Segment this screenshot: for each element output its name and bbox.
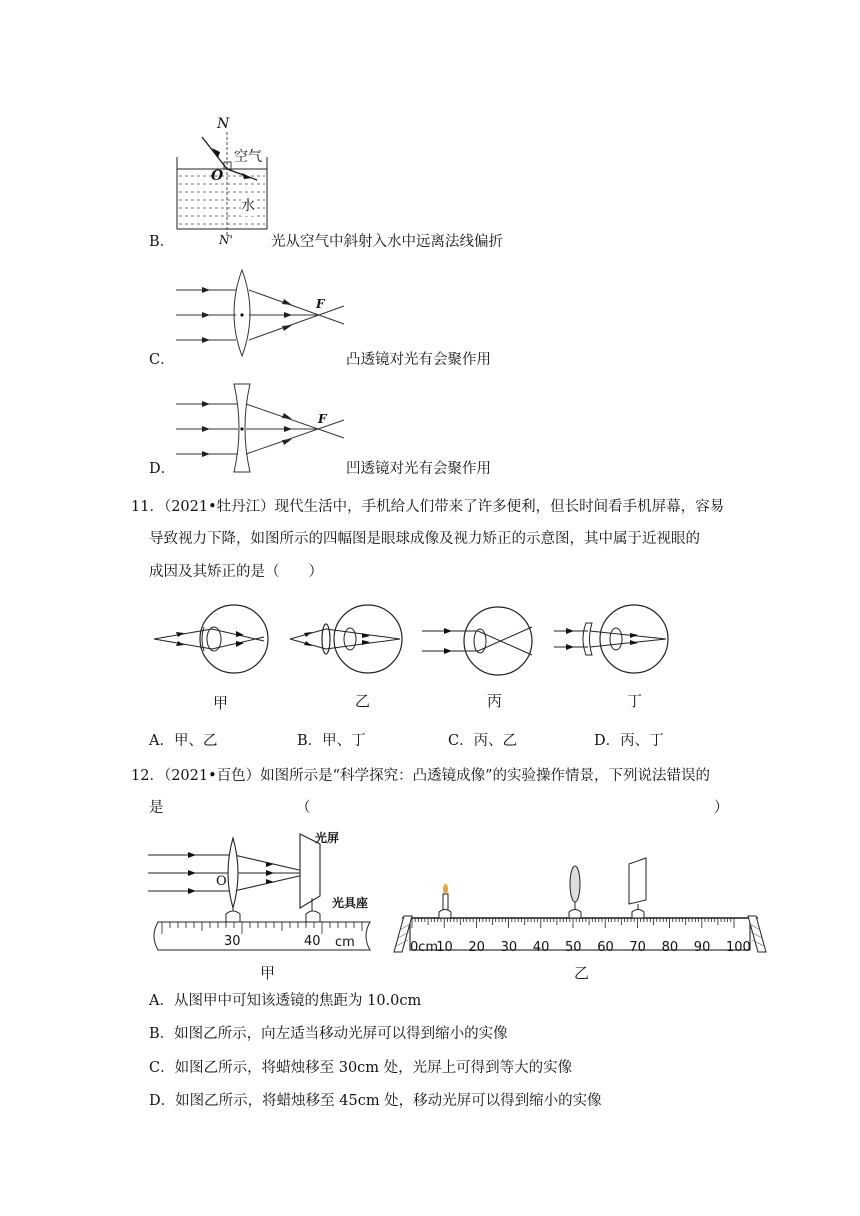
q12-paren-open: （ [296,800,311,816]
option-text: 丙、乙 [473,733,518,749]
bench-tick-label: 70 [629,940,646,955]
bench-tick-label: 90 [693,940,711,955]
bench-tick-label: 20 [468,940,485,955]
focus-label-c: F [316,297,325,311]
option-c-letter: C． [149,352,175,368]
q11-stem-line3: 成因及其矫正的是（ ） [149,564,323,580]
q11-option-b[interactable] [297,731,366,751]
q11-option-a[interactable] [149,731,217,751]
normal-label-n: N [217,116,230,132]
normal-label-n-prime: N' [219,233,233,247]
option-text: 如图乙所示，将蜡烛移至 45cm 处，移动光屏可以得到缩小的实像 [175,1093,602,1109]
eye-caption-ding: 丁 [627,692,643,710]
bench-tick-label: 50 [565,940,582,955]
option-text: 丙、丁 [620,733,664,749]
option-text: 从图甲中可知该透镜的焦距为 10.0cm [173,993,422,1009]
option-letter: D． [594,733,621,749]
bench-tick-label: 80 [661,940,679,955]
bench-tick-label: 30 [500,940,518,955]
bench-tick-label: 100 [726,940,751,955]
option-b-letter: B． [149,234,175,250]
q12-stem-line1: 12．（2021•百色）如图所示是“科学探究：凸透镜成像”的实验操作情景，下列说法错误的 [131,768,710,784]
eye-diagram-jia [152,601,272,681]
eye-diagram-ding [552,601,672,681]
q12-option-c[interactable] [149,1058,572,1078]
bench-tick-labels [412,940,752,956]
option-letter: C． [149,1060,175,1076]
option-letter: D． [149,1093,176,1109]
q11-option-c[interactable] [448,731,517,751]
q11-stem-line1: 11．（2021•牡丹江）现代生活中，手机给人们带来了许多便利，但长时间看手机屏幕，容易 [131,499,725,515]
ruler-tick-40: 40 [304,934,321,949]
ruler-unit: cm [335,935,355,950]
lens-center-label: O [216,874,227,889]
q12-option-a[interactable] [149,991,421,1011]
figure-caption-jia: 甲 [260,964,276,982]
eye-diagram-yi [288,601,408,681]
option-letter: B． [297,733,323,749]
bench-tick-label: 0cm [410,940,439,955]
q12-paren-close: ） [714,800,729,816]
option-letter: A． [149,993,174,1009]
ruler-tick-30: 30 [224,934,241,949]
option-b-text: 光从空气中斜射入水中远离法线偏折 [271,234,503,250]
bench-tick-label: 60 [597,940,614,955]
q12-option-d[interactable] [149,1091,602,1111]
eye-caption-bing: 丙 [487,692,503,710]
q12-stem-line2: 是 [149,800,164,816]
q12-option-b[interactable] [149,1024,508,1044]
air-label: 空气 [234,149,262,165]
option-text: 如图乙所示，将蜡烛移至 30cm 处，光屏上可得到等大的实像 [174,1060,573,1076]
option-text: 甲、乙 [173,733,218,749]
q11-stem-line2: 导致视力下降，如图所示的四幅图是眼球成像及视力矫正的示意图，其中属于近视眼的 [149,531,700,547]
figure-caption-yi: 乙 [574,964,590,982]
option-text: 如图乙所示，向左适当移动光屏可以得到缩小的实像 [174,1026,508,1042]
option-c-text: 凸透镜对光有会聚作用 [346,352,491,368]
screen-label: 光屏 [315,831,340,845]
eye-caption-yi: 乙 [355,692,371,710]
water-label: 水 [241,198,255,214]
option-d-text: 凹透镜对光有会聚作用 [346,461,491,477]
option-letter: B． [149,1026,175,1042]
eye-caption-jia: 甲 [213,694,229,712]
option-d-letter: D． [149,461,176,477]
option-letter: A． [149,733,174,749]
focus-label-d: F [318,412,327,426]
point-label-o: O [211,168,224,184]
convex-lens-diagram [172,268,352,358]
bench-tick-label: 40 [532,940,550,955]
option-letter: C． [448,733,474,749]
q11-option-d[interactable] [594,731,664,751]
bench-tick-label: 10 [436,940,453,955]
optical-bench-label: 光具座 [332,896,369,910]
eye-diagram-bing [420,601,540,681]
option-text: 甲、丁 [322,733,366,749]
